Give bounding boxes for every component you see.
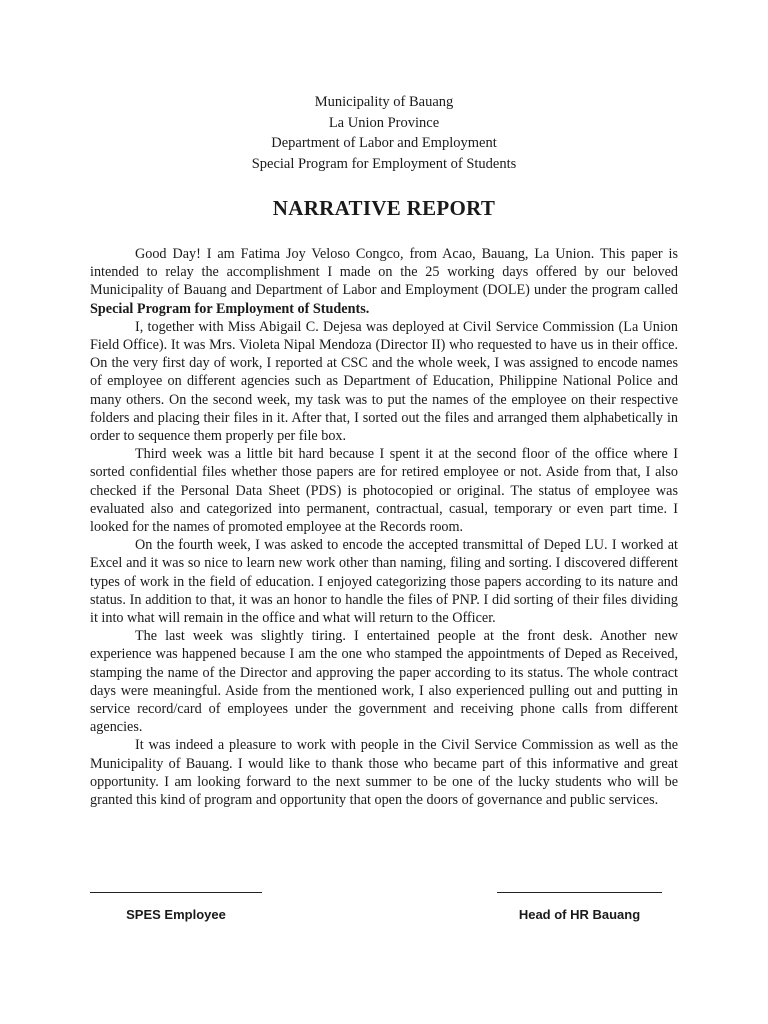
signature-block-employee bbox=[90, 892, 262, 922]
document-header bbox=[0, 92, 768, 174]
header-province: La Union Province bbox=[328, 114, 440, 131]
header-department: Department of Labor and Employment bbox=[271, 135, 497, 151]
signature-label-employee: SPES Employee bbox=[126, 907, 226, 922]
document-title: NARRATIVE REPORT bbox=[272, 196, 496, 220]
signature-line-employee bbox=[90, 892, 262, 893]
report-body bbox=[90, 245, 678, 809]
paragraph-fourth-week: On the fourth week, I was asked to encode the accepted transmittal of Deped LU. I worked at Excel and it was so nice to learn new work other than naming, filing and sorting. I discovered different types of work in the field of education. I enjoyed categorizing those papers according to its nature and status. In addition to that, it was an honor to handle the files of PNP. I did sorting of their files dividing it into what will remain in the office and what will return to the Officer. bbox=[90, 537, 678, 627]
signature-line-hr-head bbox=[497, 892, 662, 893]
paragraph-deployment: I, together with Miss Abigail C. Dejesa was deployed at Civil Service Commission (La Union Field Office). It was Mrs. Violeta Nipal Mendoza (Director II) who requested to have us in their office. On the very first day of work, I reported at CSC and the whole week, I was assigned to encode names of employee on different agencies such as Department of Education, Philippine National Police and many others. On the second week, my task was to put the names of the employee on their respective folders and placing their files in it. After that, I sorted out the files and arranged them alphabetically in order to sequence them properly per file box. bbox=[90, 318, 678, 445]
paragraph-third-week: Third week was a little bit hard because I spent it at the second floor of the office where I sorted confidential files whether those papers are for retired employee or not. Aside from that, I also checked if the Personal Data Sheet (PDS) is photocopied or original. The status of employee was evaluated also and categorized into permanent, contractual, casual, temporary or even part time. I looked for the names of promoted employee at the Records room. bbox=[90, 446, 678, 536]
paragraph-last-week: The last week was slightly tiring. I entertained people at the front desk. Another new experience was happened because I am the one who stamped the appointments of Deped as Received, stamping the name of the Director and approving the paper according to its status. The whole contract days were meaningful. Aside from the mentioned work, I also experienced pulling out and putting in service record/card of employees under the government and receiving phone calls from different agencies. bbox=[90, 628, 678, 736]
signature-label-hr-head: Head of HR Bauang bbox=[518, 907, 641, 922]
paragraph-closing: It was indeed a pleasure to work with people in the Civil Service Commission as well as the Municipality of Bauang. I would like to thank those who became part of this informative and great opportunity. I am looking forward to the next summer to be one of the lucky students who will be granted this kind of program and opportunity that open the doors of governance and public services. bbox=[90, 737, 678, 809]
header-municipality: Municipality of Bauang bbox=[314, 94, 454, 110]
program-name-bold: Special Program for Employment of Students. bbox=[90, 300, 370, 317]
paragraph-introduction bbox=[90, 245, 678, 318]
signature-block-hr-head bbox=[497, 892, 662, 922]
header-program: Special Program for Employment of Students bbox=[251, 155, 517, 172]
paragraph-introduction-text: Good Day! I am Fatima Joy Veloso Congco, from Acao, Bauang, La Union. This paper is intended to relay the accomplishment I made on the 25 working days offered by our beloved Municipality of Bauang and Department of Labor and Employment (DOLE) under the program called bbox=[90, 246, 678, 299]
